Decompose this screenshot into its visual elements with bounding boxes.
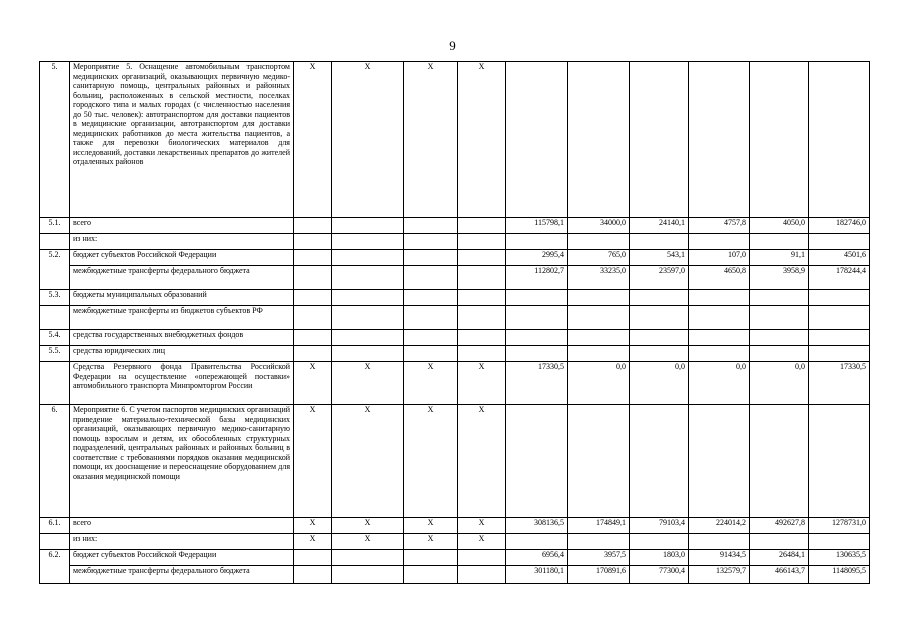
row-description: всего xyxy=(70,218,294,234)
amount-cell: 492627,8 xyxy=(750,518,809,534)
amount-cell xyxy=(506,290,568,306)
amount-cell: 170891,6 xyxy=(568,566,630,584)
amount-cell xyxy=(689,234,750,250)
amount-cell: 466143,7 xyxy=(750,566,809,584)
amount-cell xyxy=(568,346,630,362)
amount-cell xyxy=(568,534,630,550)
x-marker-cell xyxy=(458,250,506,266)
amount-cell xyxy=(630,405,689,518)
row-number: 6. xyxy=(40,405,70,518)
x-marker-cell xyxy=(404,330,458,346)
x-marker-cell: X xyxy=(332,62,404,218)
amount-cell xyxy=(689,330,750,346)
table-row xyxy=(40,234,870,250)
amount-cell: 33235,0 xyxy=(568,266,630,290)
amount-cell xyxy=(809,346,870,362)
amount-cell: 77300,4 xyxy=(630,566,689,584)
x-marker-cell: X xyxy=(332,518,404,534)
row-number xyxy=(40,362,70,405)
amount-cell xyxy=(809,62,870,218)
x-marker-cell xyxy=(332,550,404,566)
x-marker-cell xyxy=(332,234,404,250)
amount-cell: 4501,6 xyxy=(809,250,870,266)
x-marker-cell xyxy=(294,290,332,306)
amount-cell xyxy=(750,306,809,330)
x-marker-cell: X xyxy=(332,362,404,405)
x-marker-cell xyxy=(404,566,458,584)
amount-cell: 2995,4 xyxy=(506,250,568,266)
x-marker-cell xyxy=(458,550,506,566)
amount-cell: 24140,1 xyxy=(630,218,689,234)
amount-cell: 6956,4 xyxy=(506,550,568,566)
row-number: 6.2. xyxy=(40,550,70,584)
amount-cell: 91,1 xyxy=(750,250,809,266)
x-marker-cell: X xyxy=(294,518,332,534)
x-marker-cell: X xyxy=(458,62,506,218)
amount-cell xyxy=(750,330,809,346)
row-number: 5.3. xyxy=(40,290,70,306)
row-description: Мероприятие 6. С учетом паспортов медицинских организаций приведение материально-технической базы медицинских организаций, оказывающих первичную медико-санитарную помощь взрослым и детям, их обособленных структурных подразделений, центральных районных и районных больниц в соответствие с требованиями порядков оказания медицинской помощи, их дооснащение и переоснащение оборудованием для оказания медицинской помощи xyxy=(70,405,294,518)
amount-cell: 1278731,0 xyxy=(809,518,870,534)
row-number: 5.1. xyxy=(40,218,70,234)
x-marker-cell xyxy=(332,250,404,266)
x-marker-cell xyxy=(294,566,332,584)
row-description: Мероприятие 5. Оснащение автомобильным транспортом медицинских организаций, оказывающих первичную медико-санитарную помощь, центральных районных и районных больниц, расположенных в сельской местности, поселках городского типа и малых городах (с численностью населения до 50 тыс. человек): автотранспортом для доставки пациентов в медицинские организации, автотранспортом для доставки медицинских работников до места жительства пациентов, а также для перевозки биологических материалов для исследований, доставки лекарственных препаратов до жителей отдаленных районов xyxy=(70,62,294,218)
amount-cell: 765,0 xyxy=(568,250,630,266)
table-row xyxy=(40,362,870,405)
amount-cell xyxy=(630,290,689,306)
amount-cell xyxy=(506,405,568,518)
amount-cell: 543,1 xyxy=(630,250,689,266)
amount-cell: 308136,5 xyxy=(506,518,568,534)
page-number: 9 xyxy=(449,38,456,53)
table-row xyxy=(40,518,870,534)
table-row xyxy=(40,405,870,518)
amount-cell: 132579,7 xyxy=(689,566,750,584)
amount-cell: 4650,8 xyxy=(689,266,750,290)
amount-cell xyxy=(809,534,870,550)
x-marker-cell xyxy=(458,266,506,290)
amount-cell xyxy=(630,330,689,346)
amount-cell xyxy=(506,534,568,550)
amount-cell xyxy=(809,405,870,518)
amount-cell xyxy=(568,405,630,518)
amount-cell: 79103,4 xyxy=(630,518,689,534)
row-number: 5.2. xyxy=(40,250,70,290)
x-marker-cell xyxy=(294,306,332,330)
table-row xyxy=(40,330,870,346)
table-row xyxy=(40,62,870,218)
amount-cell xyxy=(750,346,809,362)
x-marker-cell xyxy=(458,346,506,362)
row-description: бюджет субъектов Российской Федерации xyxy=(70,250,294,266)
row-description: межбюджетные трансферты из бюджетов субъектов РФ xyxy=(70,306,294,330)
amount-cell xyxy=(568,62,630,218)
x-marker-cell: X xyxy=(404,362,458,405)
x-marker-cell: X xyxy=(294,534,332,550)
amount-cell: 3957,5 xyxy=(568,550,630,566)
amount-cell: 0,0 xyxy=(630,362,689,405)
amount-cell xyxy=(568,306,630,330)
x-marker-cell xyxy=(404,250,458,266)
row-description: средства государственных внебюджетных фондов xyxy=(70,330,294,346)
table-body xyxy=(40,62,870,584)
x-marker-cell: X xyxy=(332,405,404,518)
table-row xyxy=(40,250,870,266)
x-marker-cell xyxy=(404,266,458,290)
x-marker-cell: X xyxy=(404,534,458,550)
amount-cell xyxy=(568,290,630,306)
table-row xyxy=(40,550,870,566)
amount-cell: 1803,0 xyxy=(630,550,689,566)
x-marker-cell xyxy=(294,218,332,234)
row-number: 6.1. xyxy=(40,518,70,534)
amount-cell: 174849,1 xyxy=(568,518,630,534)
x-marker-cell: X xyxy=(404,62,458,218)
row-description: бюджеты муниципальных образований xyxy=(70,290,294,306)
table-row xyxy=(40,306,870,330)
row-number: 5.5. xyxy=(40,346,70,362)
table-row xyxy=(40,218,870,234)
amount-cell xyxy=(506,346,568,362)
amount-cell: 107,0 xyxy=(689,250,750,266)
amount-cell: 301180,1 xyxy=(506,566,568,584)
amount-cell xyxy=(630,62,689,218)
amount-cell: 1148095,5 xyxy=(809,566,870,584)
amount-cell xyxy=(568,234,630,250)
amount-cell: 17330,5 xyxy=(506,362,568,405)
x-marker-cell xyxy=(294,266,332,290)
amount-cell xyxy=(809,234,870,250)
amount-cell xyxy=(809,306,870,330)
x-marker-cell: X xyxy=(294,62,332,218)
x-marker-cell xyxy=(458,330,506,346)
amount-cell: 224014,2 xyxy=(689,518,750,534)
row-number xyxy=(40,306,70,330)
x-marker-cell xyxy=(458,234,506,250)
x-marker-cell: X xyxy=(404,405,458,518)
x-marker-cell xyxy=(458,566,506,584)
amount-cell xyxy=(750,534,809,550)
x-marker-cell xyxy=(404,346,458,362)
x-marker-cell xyxy=(332,306,404,330)
amount-cell: 178244,4 xyxy=(809,266,870,290)
row-number xyxy=(40,234,70,250)
row-description: Средства Резервного фонда Правительства Российской Федерации на осуществление «опережающей поставки» автомобильного транспорта Минпромторгом России xyxy=(70,362,294,405)
amount-cell: 17330,5 xyxy=(809,362,870,405)
amount-cell: 182746,0 xyxy=(809,218,870,234)
amount-cell: 23597,0 xyxy=(630,266,689,290)
x-marker-cell xyxy=(332,346,404,362)
amount-cell xyxy=(630,234,689,250)
x-marker-cell xyxy=(332,330,404,346)
amount-cell xyxy=(630,346,689,362)
x-marker-cell xyxy=(332,566,404,584)
table-row xyxy=(40,566,870,584)
x-marker-cell: X xyxy=(294,362,332,405)
amount-cell: 26484,1 xyxy=(750,550,809,566)
amount-cell xyxy=(689,290,750,306)
table-row xyxy=(40,266,870,290)
amount-cell xyxy=(506,234,568,250)
row-description: из них: xyxy=(70,534,294,550)
table-row xyxy=(40,534,870,550)
x-marker-cell xyxy=(332,218,404,234)
x-marker-cell xyxy=(458,218,506,234)
row-description: средства юридических лиц xyxy=(70,346,294,362)
x-marker-cell xyxy=(458,290,506,306)
x-marker-cell xyxy=(332,290,404,306)
amount-cell: 0,0 xyxy=(750,362,809,405)
table-row xyxy=(40,346,870,362)
amount-cell: 0,0 xyxy=(689,362,750,405)
x-marker-cell xyxy=(294,346,332,362)
amount-cell: 130635,5 xyxy=(809,550,870,566)
amount-cell xyxy=(506,306,568,330)
amount-cell xyxy=(689,306,750,330)
x-marker-cell xyxy=(404,290,458,306)
x-marker-cell: X xyxy=(458,405,506,518)
x-marker-cell xyxy=(458,306,506,330)
x-marker-cell: X xyxy=(458,518,506,534)
x-marker-cell xyxy=(294,330,332,346)
row-number xyxy=(40,534,70,550)
amount-cell xyxy=(750,290,809,306)
row-description: межбюджетные трансферты федерального бюджета xyxy=(70,566,294,584)
x-marker-cell xyxy=(294,550,332,566)
amount-cell xyxy=(750,405,809,518)
amount-cell xyxy=(689,346,750,362)
row-description: межбюджетные трансферты федерального бюджета xyxy=(70,266,294,290)
amount-cell: 34000,0 xyxy=(568,218,630,234)
x-marker-cell: X xyxy=(294,405,332,518)
amount-cell xyxy=(750,234,809,250)
table-row xyxy=(40,290,870,306)
amount-cell xyxy=(568,330,630,346)
amount-cell: 91434,5 xyxy=(689,550,750,566)
row-number: 5. xyxy=(40,62,70,218)
x-marker-cell xyxy=(404,550,458,566)
amount-cell xyxy=(630,306,689,330)
x-marker-cell: X xyxy=(332,534,404,550)
amount-cell xyxy=(506,330,568,346)
x-marker-cell: X xyxy=(458,534,506,550)
amount-cell xyxy=(506,62,568,218)
x-marker-cell: X xyxy=(404,518,458,534)
amount-cell: 3958,9 xyxy=(750,266,809,290)
row-description: из них: xyxy=(70,234,294,250)
amount-cell xyxy=(689,405,750,518)
amount-cell: 0,0 xyxy=(568,362,630,405)
amount-cell: 4050,0 xyxy=(750,218,809,234)
x-marker-cell xyxy=(404,234,458,250)
amount-cell: 4757,8 xyxy=(689,218,750,234)
x-marker-cell xyxy=(294,250,332,266)
amount-cell xyxy=(689,534,750,550)
x-marker-cell xyxy=(404,218,458,234)
amount-cell xyxy=(809,330,870,346)
row-description: бюджет субъектов Российской Федерации xyxy=(70,550,294,566)
x-marker-cell: X xyxy=(458,362,506,405)
x-marker-cell xyxy=(294,234,332,250)
amount-cell: 115798,1 xyxy=(506,218,568,234)
amount-cell xyxy=(809,290,870,306)
amount-cell: 112802,7 xyxy=(506,266,568,290)
amount-cell xyxy=(750,62,809,218)
row-number: 5.4. xyxy=(40,330,70,346)
x-marker-cell xyxy=(332,266,404,290)
amount-cell xyxy=(689,62,750,218)
amount-cell xyxy=(630,534,689,550)
row-description: всего xyxy=(70,518,294,534)
x-marker-cell xyxy=(404,306,458,330)
financing-table xyxy=(39,61,870,584)
